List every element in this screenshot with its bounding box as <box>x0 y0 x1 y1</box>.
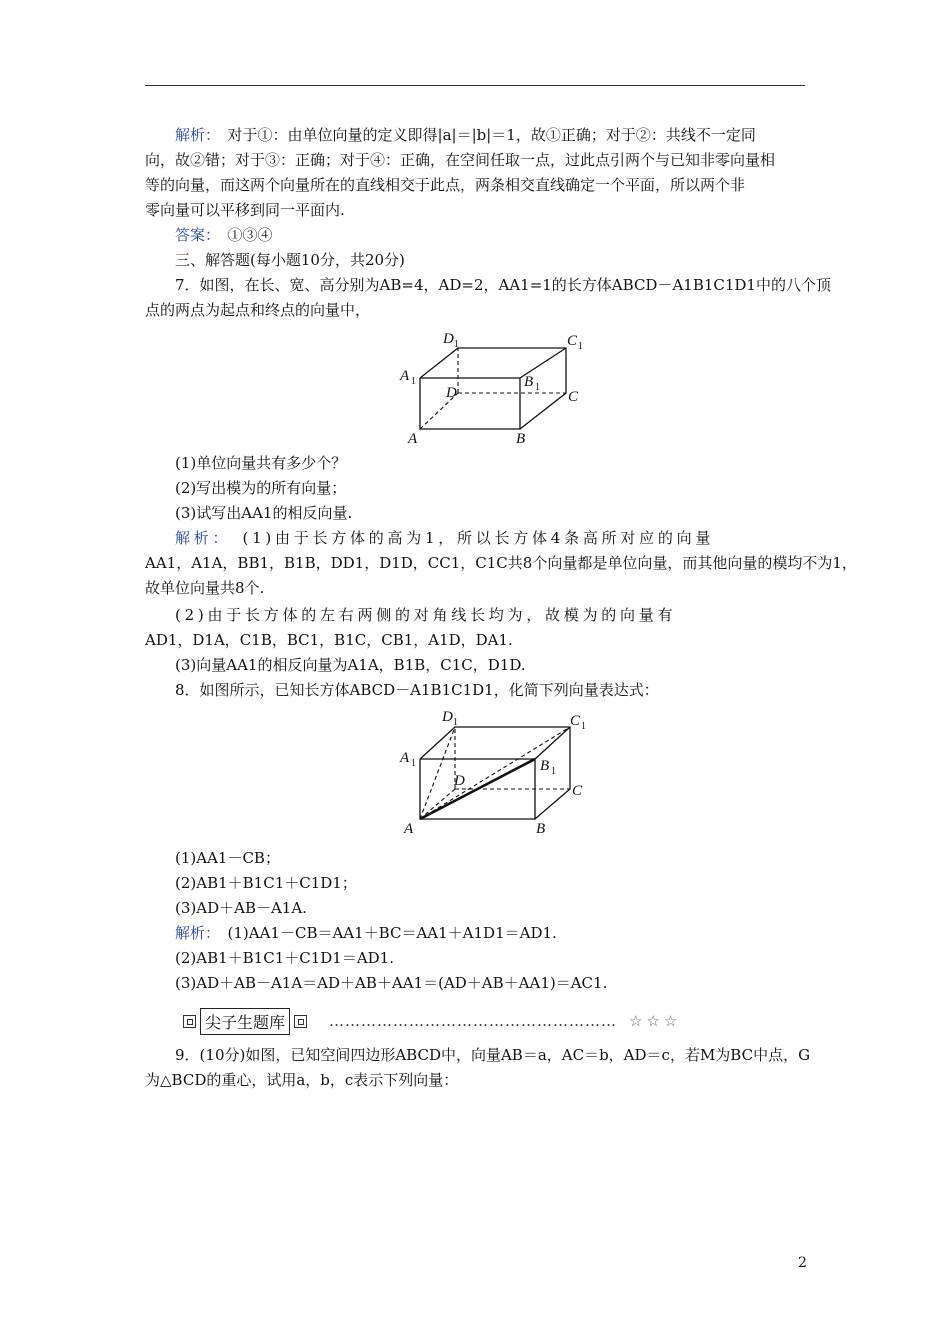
label-D1: D <box>443 331 454 347</box>
svg-text:1: 1 <box>581 721 586 732</box>
label-D: D <box>446 385 457 401</box>
question-7-part-3: (3)试写出AA1的相反向量. <box>175 504 353 522</box>
solution-7-line-2: AA1，A1A，BB1，B1B，DD1，D1D，CC1，C1C共8个向量都是单位向量，而其他向量的模均不为1， <box>145 554 857 572</box>
solution-7-line-5: AD1，D1A，C1B，BC1，B1C，CB1，A1D，DA1. <box>145 631 513 649</box>
question-8-part-2: (2)AB1＋B1C1＋C1D1； <box>175 874 357 892</box>
leader-dots: ……………………………………………… <box>329 1012 618 1030</box>
label-A1: A <box>400 750 410 766</box>
cuboid-figure-2 <box>395 703 595 838</box>
square-icon <box>294 1015 307 1028</box>
top-students-section-header <box>183 1009 681 1033</box>
solution-label: 解析： <box>175 924 213 942</box>
section-3-heading: 三、解答题(每小题10分，共20分) <box>175 251 405 269</box>
label-D1: D <box>442 709 453 725</box>
svg-text:1: 1 <box>453 717 458 728</box>
svg-text:1: 1 <box>535 382 540 393</box>
cuboid-figure-1 <box>395 325 595 450</box>
label-B: B <box>536 821 546 837</box>
label-A: A <box>404 821 414 837</box>
solution-7-line-1: 解析： (1)由于长方体的高为1，所以长方体4条高所对应的向量 <box>175 529 715 547</box>
svg-text:1: 1 <box>411 376 416 387</box>
solution-6-line-2: 向，故②错；对于③：正确；对于④：正确，在空间任取一点，过此点引两个与已知非零向量相 <box>145 151 776 169</box>
difficulty-stars: ☆☆☆ <box>629 1012 682 1030</box>
question-7-line-2: 点的两点为起点和终点的向量中， <box>145 301 371 319</box>
label-D: D <box>454 773 465 789</box>
answer-6: 答案： ①③④ <box>175 226 273 244</box>
question-7-part-2: (2)写出模为的所有向量； <box>175 479 347 497</box>
solution-label: 解析： <box>175 529 224 547</box>
solution-8-line-1: 解析： (1)AA1－CB＝AA1＋BC＝AA1＋A1D1＝AD1. <box>175 924 557 942</box>
solution-8-line-2: (2)AB1＋B1C1＋C1D1＝AD1. <box>175 949 394 967</box>
svg-text:1: 1 <box>578 341 583 352</box>
question-7-part-1: (1)单位向量共有多少个？ <box>175 454 347 472</box>
question-8-part-1: (1)AA1－CB； <box>175 849 280 867</box>
answer-label: 答案： <box>175 226 213 244</box>
label-C: C <box>572 783 583 799</box>
solution-6-line-3: 等的向量，而这两个向量所在的直线相交于此点，两条相交直线确定一个平面，所以两个非 <box>145 176 746 194</box>
question-9-line-2: 为△BCD的重心，试用a，b，c表示下列向量： <box>145 1071 459 1089</box>
label-C1: C <box>567 333 578 349</box>
top-rule <box>145 85 805 86</box>
solution-label: 解析： <box>175 126 213 144</box>
label-C: C <box>568 389 579 405</box>
question-8: 8．如图所示，已知长方体ABCD－A1B1C1D1，化简下列向量表达式： <box>175 681 659 699</box>
question-8-part-3: (3)AD＋AB－A1A. <box>175 899 307 917</box>
section-title: 尖子生题库 <box>200 1008 290 1035</box>
label-A: A <box>408 431 418 447</box>
question-9-line-1: 9．(10分)如图，已知空间四边形ABCD中，向量AB＝a，AC＝b，AD＝c，若M为BC中点，G <box>175 1046 811 1064</box>
label-B1: B <box>524 374 534 390</box>
label-B1: B <box>540 758 550 774</box>
label-C1: C <box>570 713 581 729</box>
solution-6-line-4: 零向量可以平移到同一平面内. <box>145 201 345 219</box>
svg-text:1: 1 <box>454 339 459 350</box>
solution-7-line-6: (3)向量AA1的相反向量为A1A，B1B，C1C，D1D. <box>175 656 526 674</box>
solution-6-line-1: 解析： 对于①：由单位向量的定义即得|a|＝|b|＝1，故①正确；对于②：共线不一定同 <box>175 126 756 144</box>
question-7-line-1: 7．如图，在长、宽、高分别为AB=4，AD=2，AA1=1的长方体ABCD－A1B1C1D1中的八个顶 <box>175 276 831 294</box>
svg-text:1: 1 <box>551 766 556 777</box>
square-icon <box>183 1015 196 1028</box>
solution-7-line-4: (2)由于长方体的左右两侧的对角线长均为，故模为的向量有 <box>175 606 677 624</box>
page-number: 2 <box>798 1255 807 1271</box>
solution-7-line-3: 故单位向量共8个. <box>145 579 265 597</box>
solution-8-line-3: (3)AD＋AB－A1A＝AD＋AB＋AA1＝(AD＋AB＋AA1)＝AC1. <box>175 974 608 992</box>
svg-text:1: 1 <box>411 758 416 769</box>
label-B: B <box>516 431 526 447</box>
label-A1: A <box>400 368 410 384</box>
